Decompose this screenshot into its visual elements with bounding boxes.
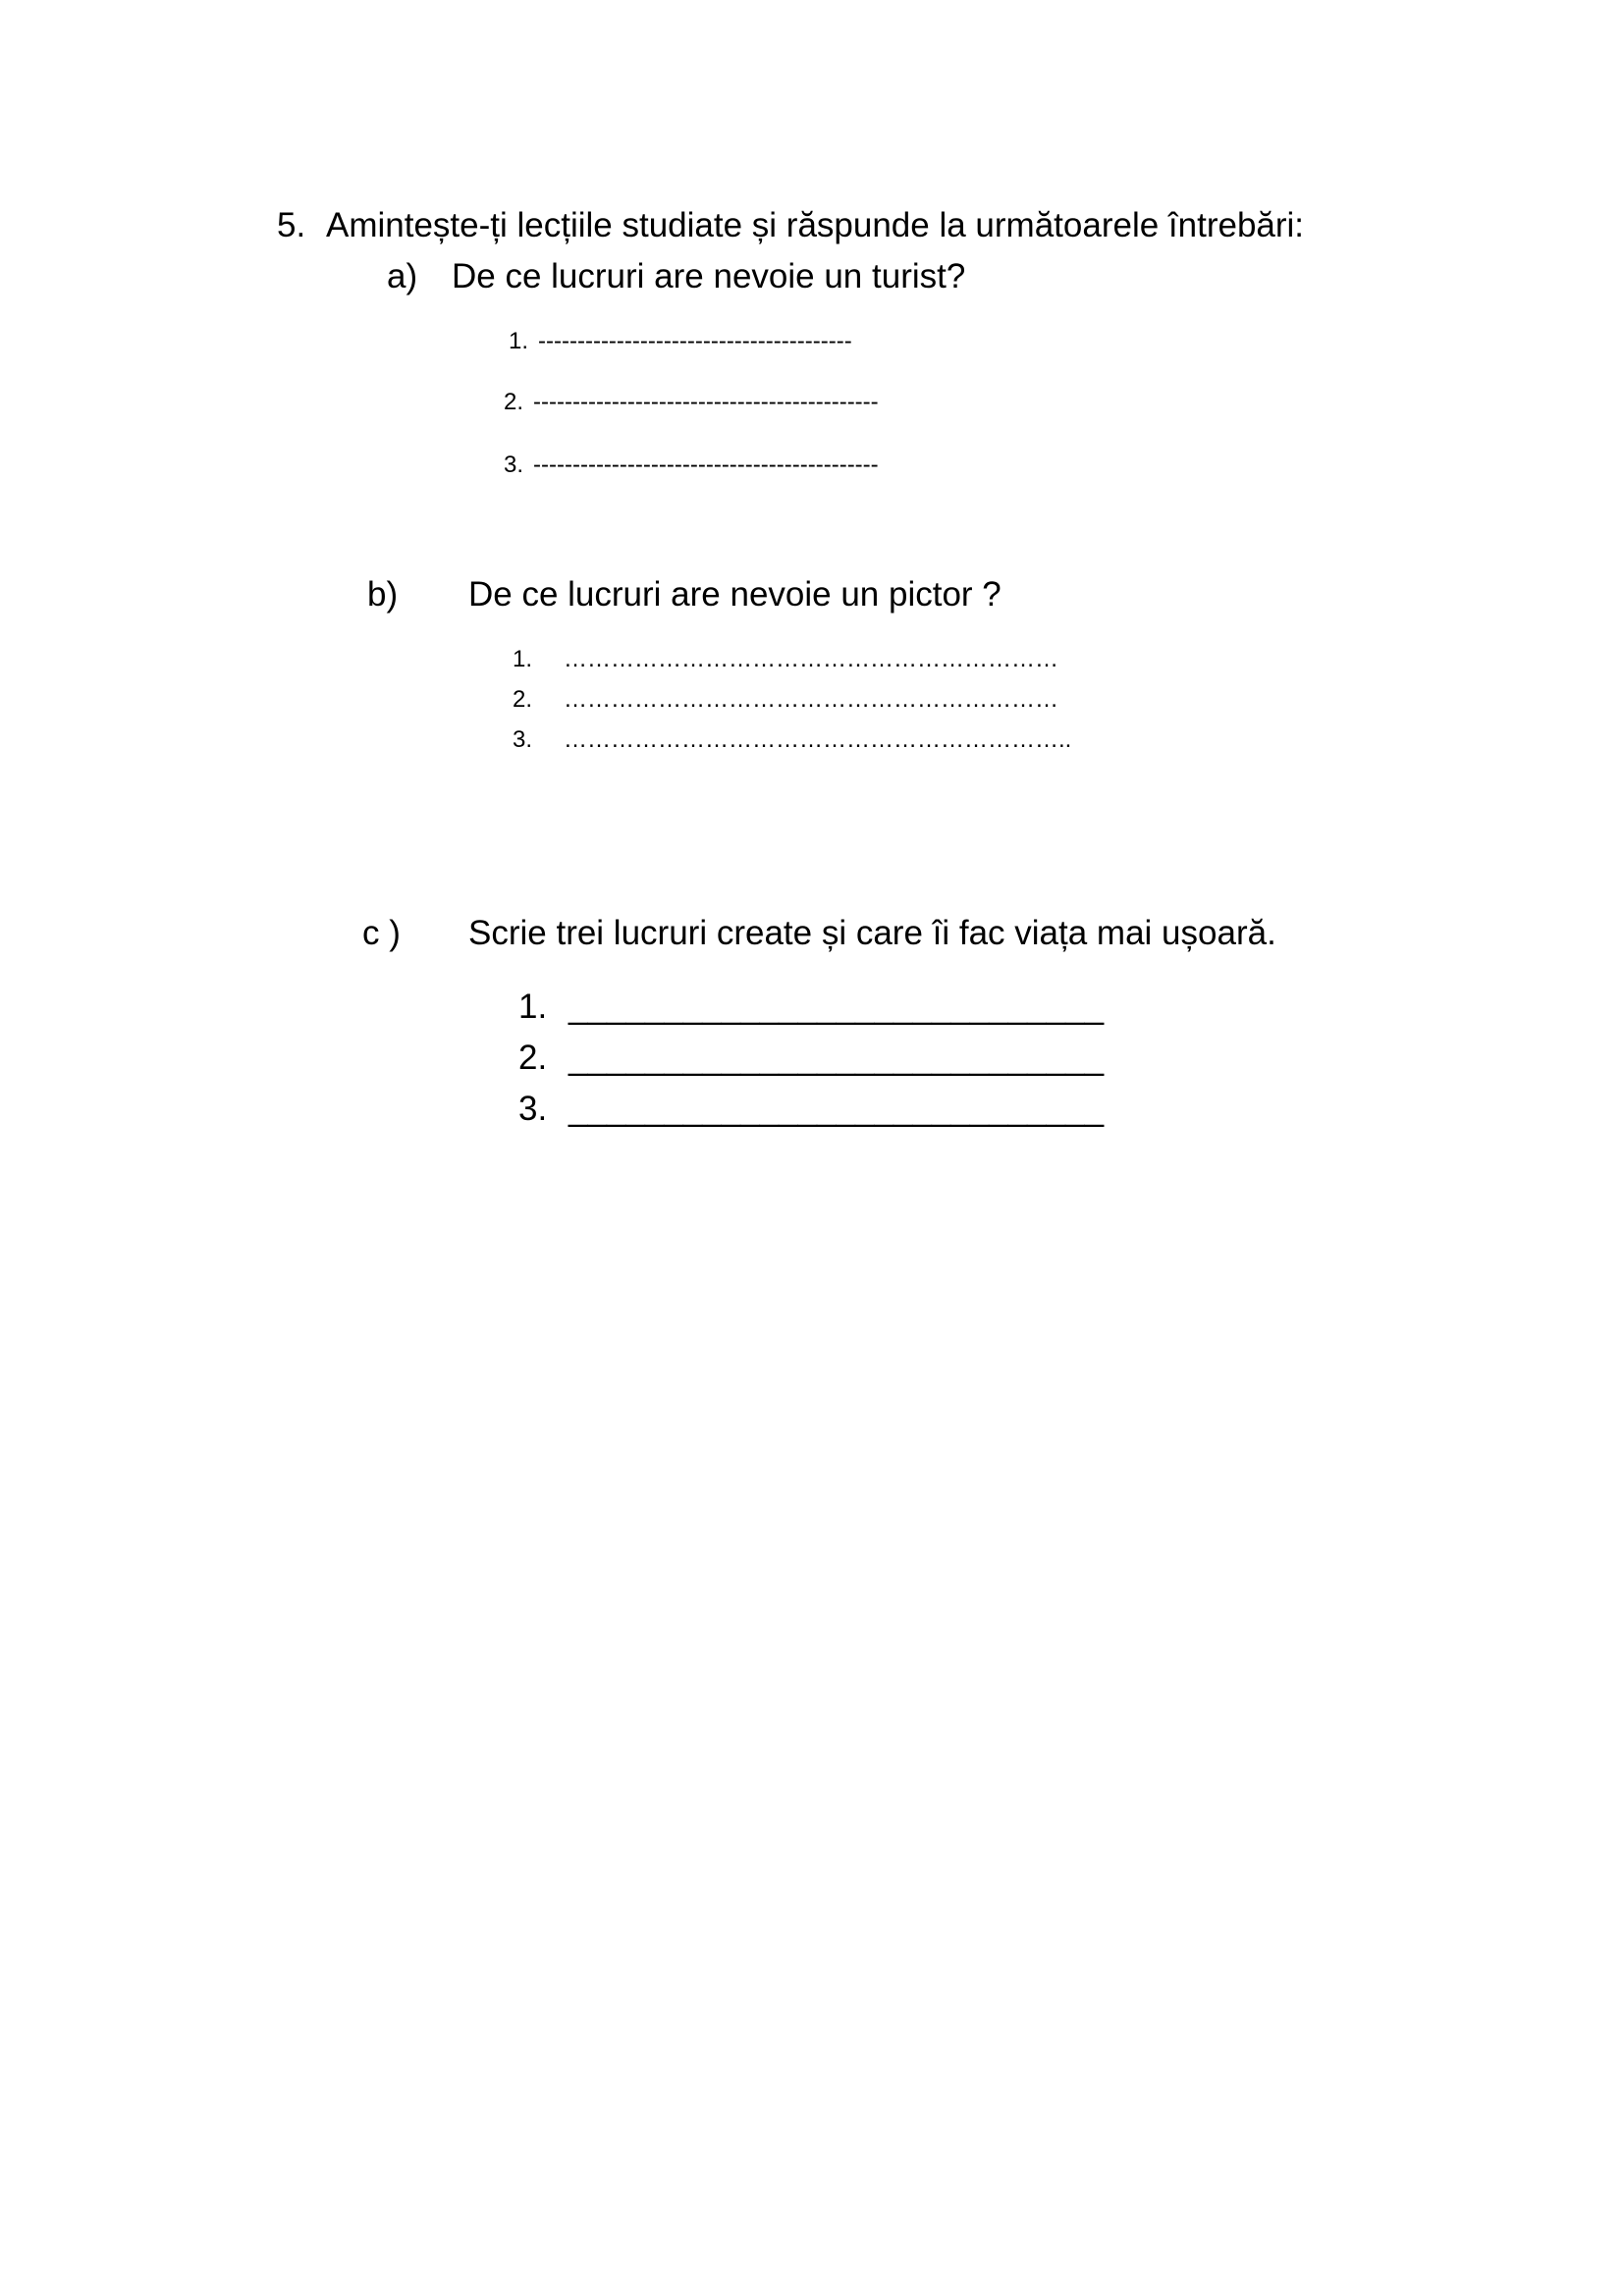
part-b-line-1-number: 1. — [513, 646, 533, 672]
question-text: Amintește-ți lecțiile studiate și răspunde la următoarele întrebări: — [326, 206, 1305, 244]
part-b-line-3-number: 3. — [513, 726, 533, 753]
part-a-line-1-number: 1. — [509, 328, 529, 354]
question-number: 5. — [277, 206, 306, 244]
part-c-line-1-blank: ____________________________ — [568, 988, 1105, 1026]
part-a-marker: a) — [387, 257, 418, 295]
part-c-line-2-number: 2. — [518, 1039, 548, 1077]
part-a-line-2-blank: -------------------------------------------- — [533, 389, 879, 415]
part-a-line-2-number: 2. — [504, 389, 524, 415]
part-b-line-3-blank: ……………………………………………………….. — [564, 726, 1072, 753]
part-b-marker: b) — [367, 575, 399, 614]
part-c-line-1-number: 1. — [518, 988, 548, 1026]
part-c-question: Scrie trei lucruri create și care îi fac viața mai ușoară. — [468, 914, 1276, 952]
part-a-line-3-blank: -------------------------------------------- — [533, 452, 879, 478]
part-a-question: De ce lucruri are nevoie un turist? — [452, 257, 966, 295]
part-b-line-1-blank: ……………………………………………………… — [564, 646, 1058, 672]
part-c-marker: c ) — [362, 914, 401, 952]
part-a-line-1-blank: ---------------------------------------- — [538, 328, 852, 354]
part-a-line-3-number: 3. — [504, 452, 524, 478]
part-c-line-3-number: 3. — [518, 1090, 548, 1128]
part-b-line-2-number: 2. — [513, 686, 533, 713]
part-c-line-3-blank: ____________________________ — [568, 1090, 1105, 1128]
part-c-line-2-blank: ____________________________ — [568, 1039, 1105, 1077]
part-b-line-2-blank: ……………………………………………………… — [564, 686, 1058, 713]
part-b-question: De ce lucruri are nevoie un pictor ? — [468, 575, 1001, 614]
